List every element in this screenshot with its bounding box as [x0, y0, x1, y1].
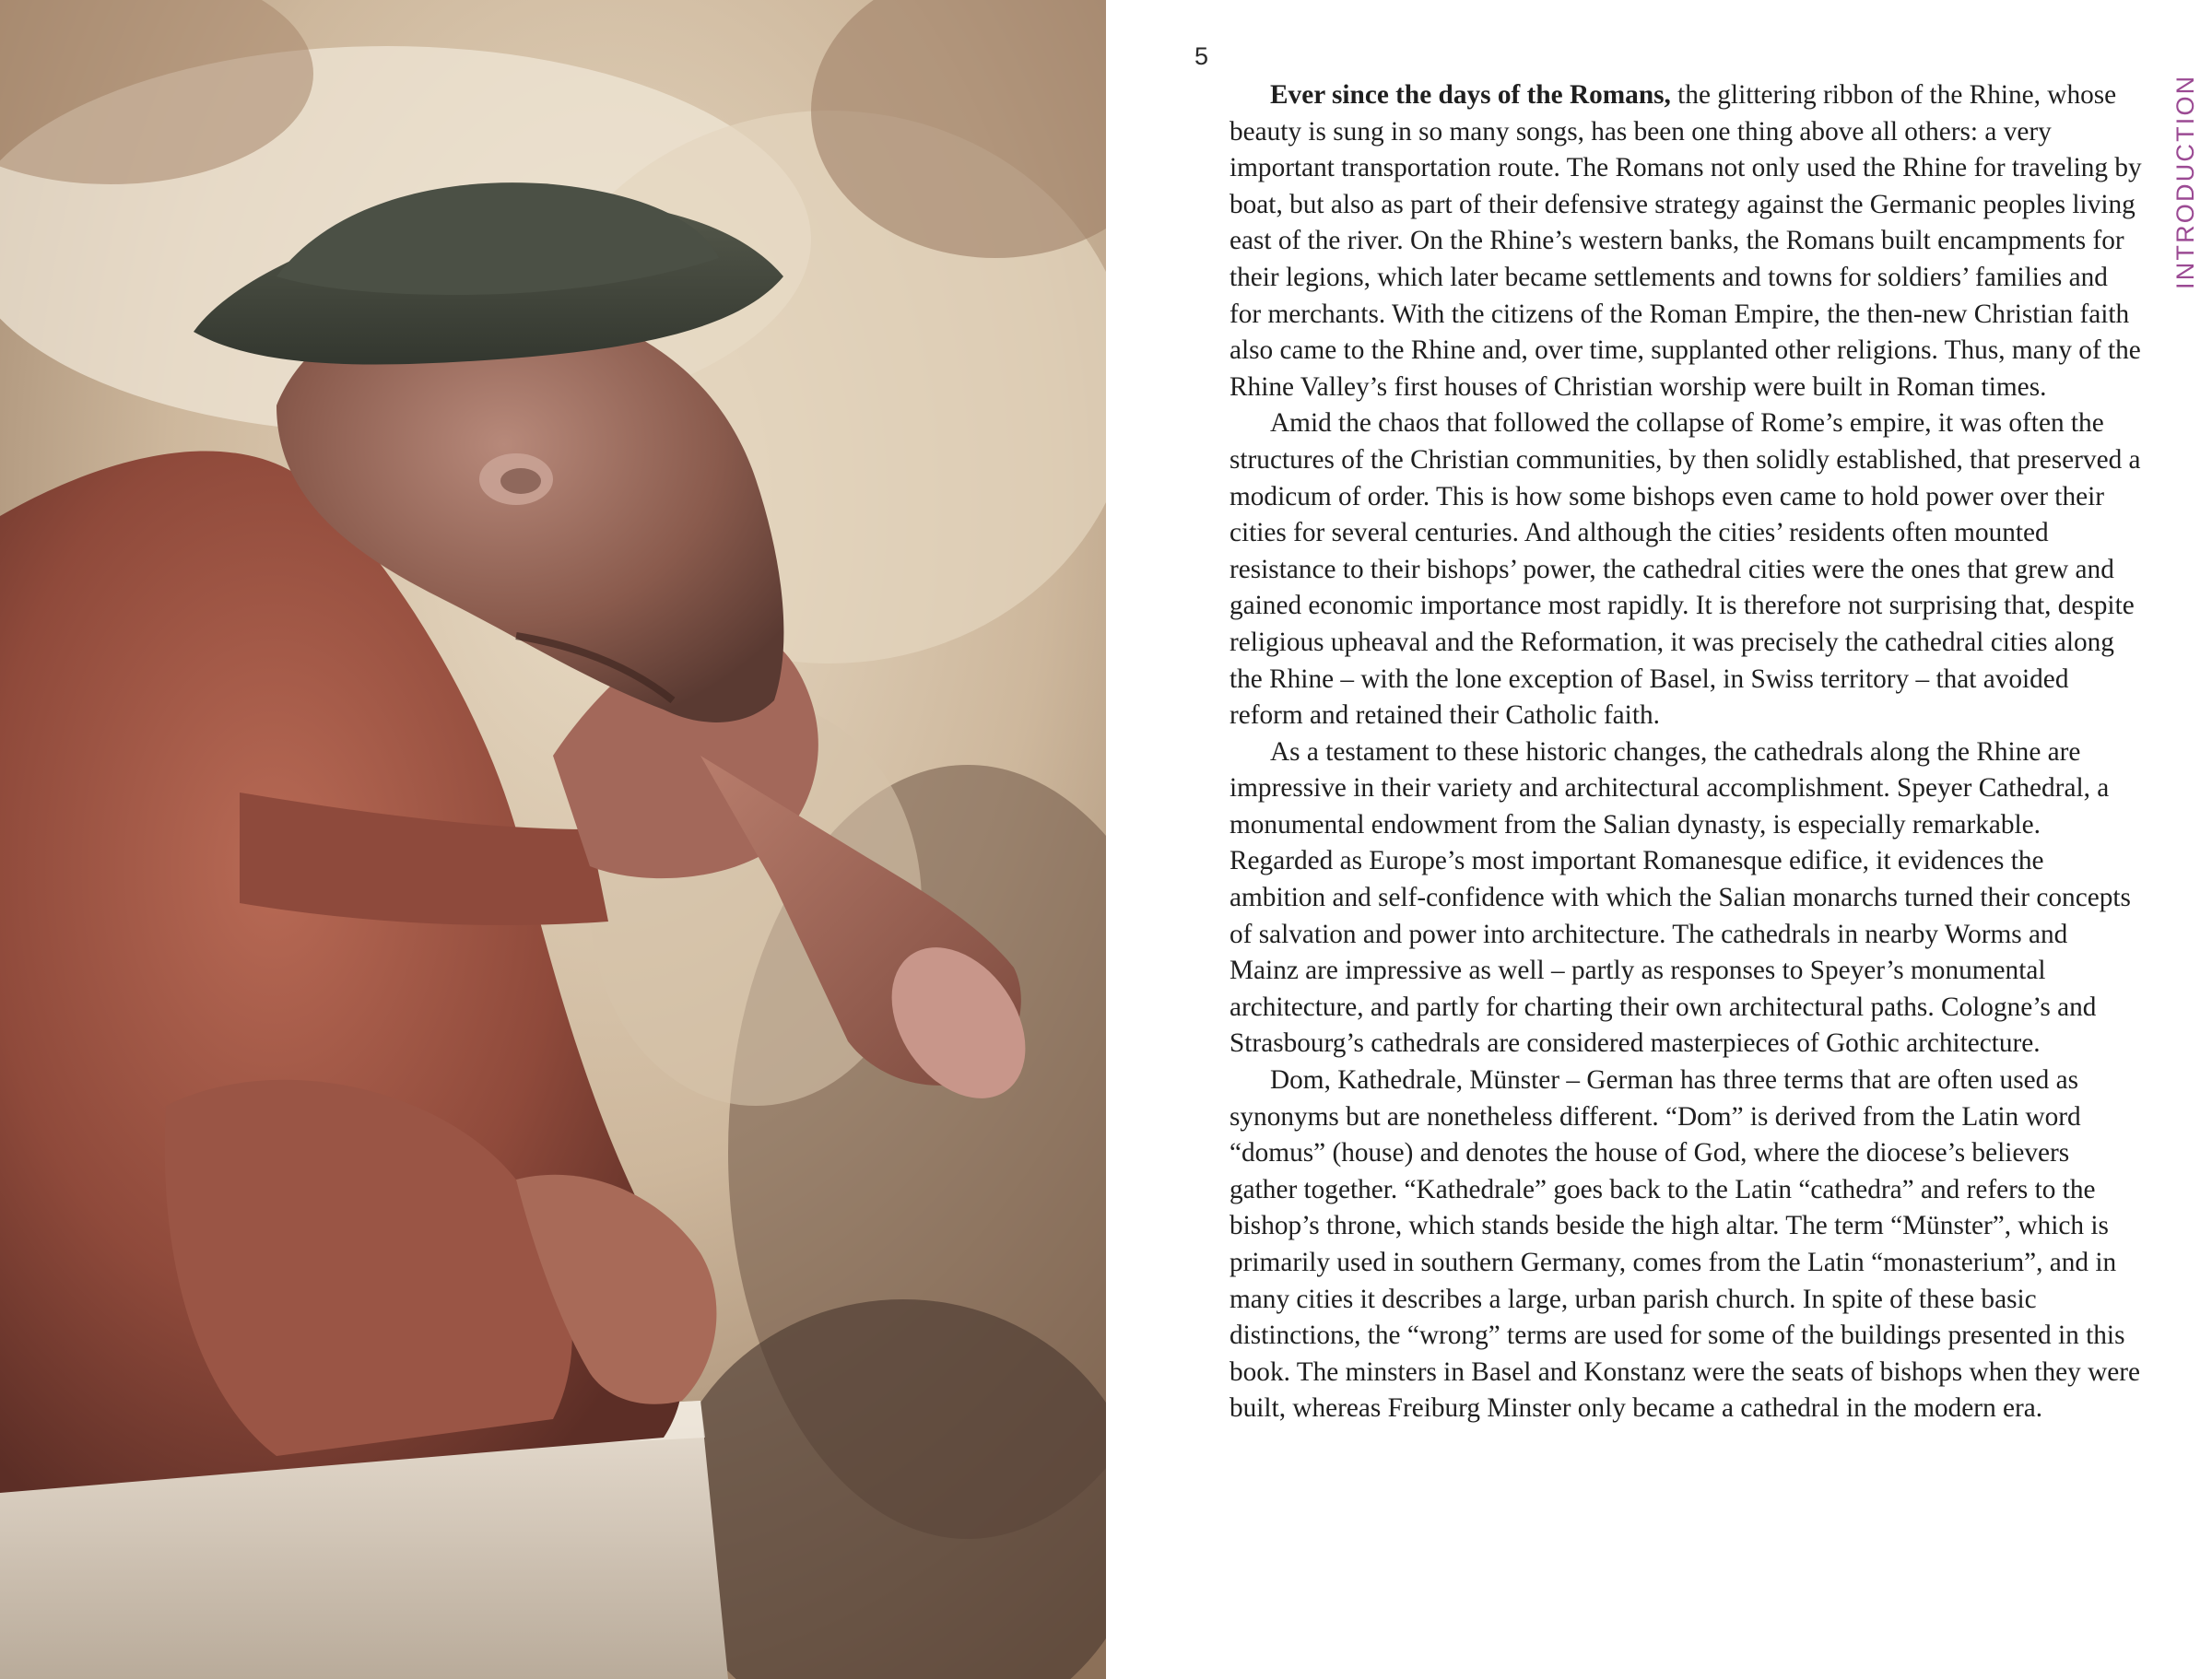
article-body	[1230, 77, 2142, 1427]
lead-in: Ever since the days of the Romans,	[1270, 80, 1671, 110]
section-label-text: INTRODUCTION	[2171, 74, 2199, 289]
paragraph-4	[1230, 1063, 2142, 1427]
paragraph-text: the glittering ribbon of the Rhine, whose beauty is sung in so many songs, has been one thing above all others: a very important transportation route. The Romans not only used the Rhine for traveling by boat, but also as part of their defensive strategy against the Germanic peoples living east of the river. On the Rhine’s western banks, the Romans built encampments for their legions, which later became settlements and towns for soldiers’ families and for merchants. With the citizens of the Roman Empire, the then-new Christian faith also came to the Rhine and, over time, supplanted other religions. Thus, many of the Rhine Valley’s first houses of Christian worship were built in Roman times.	[1230, 80, 2142, 402]
paragraph-text: As a testament to these historic changes, the cathedrals along the Rhine are impressive in their variety and architectural accomplishment. Speyer Cathedral, a monumental endowment from the Salian dynasty, is especially remarkable. Regarded as Europe’s most important Romanesque edifice, it evidences the ambition and self-confidence with which the Salian monarchs turned their concepts of salvation and power into architecture. The cathedrals in nearby Worms and Mainz are impressive as well – partly as responses to Speyer’s monumental architecture, and partly for charting their own architectural paths. Cologne’s and Strasbourg’s cathedrals are considered masterpieces of Gothic architecture.	[1230, 736, 2131, 1059]
paragraph-1	[1230, 77, 2142, 405]
paragraph-text: Dom, Kathedrale, Münster – German has three terms that are often used as synonyms but are nonetheless different. “Dom” is derived from the Latin word “domus” (house) and denotes the house of God, where the diocese’s believers gather together. “Kathedrale” goes back to the Latin “cathedra” and refers to the bishop’s throne, which stands beside the high altar. The term “Münster”, which is primarily used in southern Germany, comes from the Latin “monasterium”, and in many cities it describes a large, urban parish church. In spite of these basic distinctions, the “wrong” terms are used for some of the buildings presented in this book. The minsters in Basel and Konstanz were the seats of bishops when they were built, whereas Freiburg Minster only became a cathedral in the modern era.	[1230, 1065, 2140, 1424]
section-label	[2164, 74, 2201, 297]
paragraph-text: Amid the chaos that followed the collapse of Rome’s empire, it was often the structures of the Christian communities, by then solidly established, that preserved a modicum of order. This is how some bishops even came to hold power over their cities for several centuries. And although the cities’ residents often mounted resistance to their bishops’ power, the cathedral cities were the ones that grew and gained economic importance most rapidly. It is therefore not surprising that, despite religious upheaval and the Reformation, it was precisely the cathedral cities along the Rhine – with the lone exception of Basel, in Swiss territory – that avoided reform and retained their Catholic faith.	[1230, 408, 2141, 731]
paragraph-3	[1230, 734, 2142, 1063]
page-number: 5	[1194, 42, 1209, 70]
paragraph-2	[1230, 405, 2142, 734]
